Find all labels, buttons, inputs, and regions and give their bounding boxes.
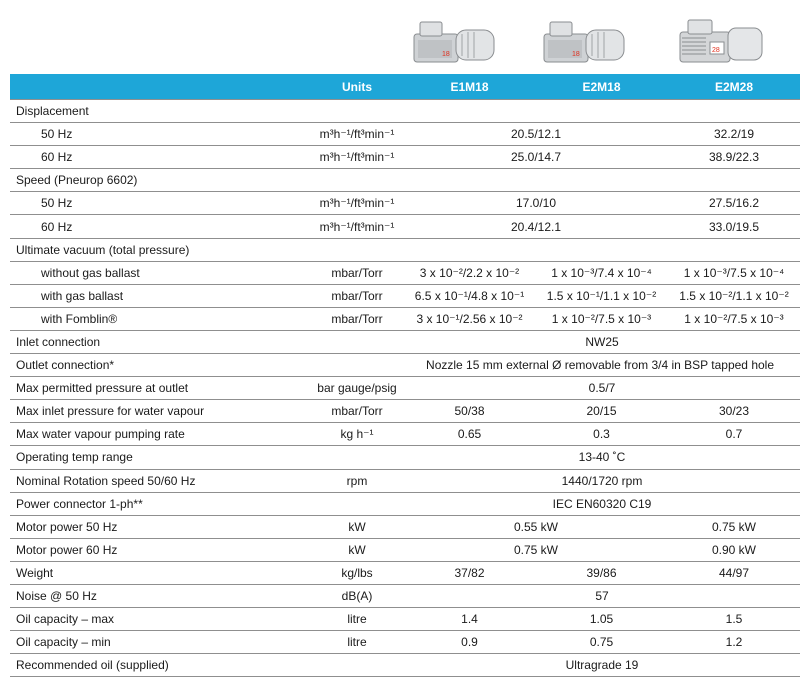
row-units: m³h⁻¹/ft³min⁻¹ bbox=[250, 123, 404, 146]
value-cell: 39/86 bbox=[535, 561, 668, 584]
svg-text:18: 18 bbox=[442, 51, 450, 58]
header-model-e1m18: E1M18 bbox=[404, 74, 535, 100]
value-cell: 13-40 ˚C bbox=[404, 446, 800, 469]
row-label: Inlet connection bbox=[10, 330, 250, 353]
row-label: Speed (Pneurop 6602) bbox=[10, 169, 800, 192]
row-label: Max inlet pressure for water vapour bbox=[10, 400, 250, 423]
header-model-e2m28: E2M28 bbox=[668, 74, 800, 100]
table-row bbox=[10, 446, 800, 469]
header-row bbox=[10, 74, 800, 100]
row-label: Power connector 1-ph** bbox=[10, 492, 250, 515]
row-units bbox=[250, 354, 404, 377]
row-units: m³h⁻¹/ft³min⁻¹ bbox=[250, 215, 404, 238]
table-row bbox=[10, 538, 800, 561]
row-units bbox=[250, 492, 404, 515]
table-row bbox=[10, 400, 800, 423]
table-row bbox=[10, 307, 800, 330]
table-row bbox=[10, 584, 800, 607]
value-cell: 25.0/14.7 bbox=[404, 146, 668, 169]
table-row bbox=[10, 654, 800, 677]
value-cell: 6.5 x 10⁻¹/4.8 x 10⁻¹ bbox=[404, 284, 535, 307]
value-cell: 20.4/12.1 bbox=[404, 215, 668, 238]
row-label: Noise @ 50 Hz bbox=[10, 584, 250, 607]
row-units bbox=[250, 654, 404, 677]
table-row bbox=[10, 515, 800, 538]
value-cell: 0.9 bbox=[404, 631, 535, 654]
pump-e2m18-image bbox=[540, 12, 630, 68]
row-units: rpm bbox=[250, 469, 404, 492]
row-units bbox=[250, 330, 404, 353]
value-cell: 0.3 bbox=[535, 423, 668, 446]
row-units: mbar/Torr bbox=[250, 307, 404, 330]
row-label: Displacement bbox=[10, 100, 800, 123]
table-row bbox=[10, 146, 800, 169]
value-cell: 0.5/7 bbox=[404, 377, 800, 400]
table-row bbox=[10, 354, 800, 377]
row-units: bar gauge/psig bbox=[250, 377, 404, 400]
value-cell: 0.7 bbox=[668, 423, 800, 446]
row-units: m³h⁻¹/ft³min⁻¹ bbox=[250, 146, 404, 169]
spec-table bbox=[10, 74, 800, 677]
value-cell: 1 x 10⁻²/7.5 x 10⁻³ bbox=[668, 307, 800, 330]
table-row bbox=[10, 561, 800, 584]
row-label: Max permitted pressure at outlet bbox=[10, 377, 250, 400]
value-cell: 30/23 bbox=[668, 400, 800, 423]
table-row bbox=[10, 330, 800, 353]
value-cell: 37/82 bbox=[404, 561, 535, 584]
table-row bbox=[10, 284, 800, 307]
pump-e1m18-image bbox=[410, 12, 500, 68]
row-units: m³h⁻¹/ft³min⁻¹ bbox=[250, 192, 404, 215]
row-units: litre bbox=[250, 608, 404, 631]
header-blank bbox=[10, 74, 250, 100]
table-row bbox=[10, 238, 800, 261]
table-row bbox=[10, 492, 800, 515]
table-row bbox=[10, 100, 800, 123]
value-cell: Ultragrade 19 bbox=[404, 654, 800, 677]
product-images bbox=[0, 0, 800, 74]
value-cell: NW25 bbox=[404, 330, 800, 353]
row-label: Weight bbox=[10, 561, 250, 584]
row-label: without gas ballast bbox=[10, 261, 250, 284]
row-units: mbar/Torr bbox=[250, 284, 404, 307]
row-units: mbar/Torr bbox=[250, 261, 404, 284]
table-row bbox=[10, 608, 800, 631]
value-cell: 3 x 10⁻¹/2.56 x 10⁻² bbox=[404, 307, 535, 330]
row-units: dB(A) bbox=[250, 584, 404, 607]
value-cell: 0.55 kW bbox=[404, 515, 668, 538]
value-cell: 0.75 bbox=[535, 631, 668, 654]
svg-text:18: 18 bbox=[572, 51, 580, 58]
value-cell: 1.5 bbox=[668, 608, 800, 631]
row-label: Motor power 60 Hz bbox=[10, 538, 250, 561]
value-cell: 1 x 10⁻³/7.4 x 10⁻⁴ bbox=[535, 261, 668, 284]
value-cell: 38.9/22.3 bbox=[668, 146, 800, 169]
value-cell: 27.5/16.2 bbox=[668, 192, 800, 215]
header-model-e2m18: E2M18 bbox=[535, 74, 668, 100]
row-label: Oil capacity – max bbox=[10, 608, 250, 631]
row-label: Nominal Rotation speed 50/60 Hz bbox=[10, 469, 250, 492]
value-cell: 44/97 bbox=[668, 561, 800, 584]
value-cell: Nozzle 15 mm external Ø removable from 3/4 in BSP tapped hole bbox=[404, 354, 800, 377]
value-cell: 32.2/19 bbox=[668, 123, 800, 146]
value-cell: 20/15 bbox=[535, 400, 668, 423]
value-cell: 1440/1720 rpm bbox=[404, 469, 800, 492]
table-row bbox=[10, 169, 800, 192]
value-cell: 17.0/10 bbox=[404, 192, 668, 215]
row-label: Ultimate vacuum (total pressure) bbox=[10, 238, 800, 261]
table-row bbox=[10, 215, 800, 238]
header-units: Units bbox=[250, 74, 404, 100]
value-cell: 0.90 kW bbox=[668, 538, 800, 561]
value-cell: 57 bbox=[404, 584, 800, 607]
row-units: kW bbox=[250, 515, 404, 538]
value-cell: 20.5/12.1 bbox=[404, 123, 668, 146]
value-cell: 1.4 bbox=[404, 608, 535, 631]
row-units: kg/lbs bbox=[250, 561, 404, 584]
table-row bbox=[10, 377, 800, 400]
row-units: litre bbox=[250, 631, 404, 654]
row-units bbox=[250, 446, 404, 469]
table-row bbox=[10, 423, 800, 446]
value-cell: 1 x 10⁻²/7.5 x 10⁻³ bbox=[535, 307, 668, 330]
row-units: kW bbox=[250, 538, 404, 561]
row-label: Oil capacity – min bbox=[10, 631, 250, 654]
value-cell: IEC EN60320 C19 bbox=[404, 492, 800, 515]
value-cell: 0.75 kW bbox=[404, 538, 668, 561]
table-row bbox=[10, 631, 800, 654]
value-cell: 0.65 bbox=[404, 423, 535, 446]
value-cell: 1.2 bbox=[668, 631, 800, 654]
table-row bbox=[10, 192, 800, 215]
row-label: with gas ballast bbox=[10, 284, 250, 307]
value-cell: 3 x 10⁻²/2.2 x 10⁻² bbox=[404, 261, 535, 284]
value-cell: 1 x 10⁻³/7.5 x 10⁻⁴ bbox=[668, 261, 800, 284]
row-label: Max water vapour pumping rate bbox=[10, 423, 250, 446]
row-units: kg h⁻¹ bbox=[250, 423, 404, 446]
value-cell: 50/38 bbox=[404, 400, 535, 423]
table-row bbox=[10, 261, 800, 284]
row-label: 60 Hz bbox=[10, 146, 250, 169]
row-label: with Fomblin® bbox=[10, 307, 250, 330]
row-label: Motor power 50 Hz bbox=[10, 515, 250, 538]
table-row bbox=[10, 123, 800, 146]
row-label: 60 Hz bbox=[10, 215, 250, 238]
value-cell: 1.5 x 10⁻¹/1.1 x 10⁻² bbox=[535, 284, 668, 307]
value-cell: 1.05 bbox=[535, 608, 668, 631]
table-row bbox=[10, 469, 800, 492]
row-label: 50 Hz bbox=[10, 192, 250, 215]
row-label: Operating temp range bbox=[10, 446, 250, 469]
row-units: mbar/Torr bbox=[250, 400, 404, 423]
value-cell: 0.75 kW bbox=[668, 515, 800, 538]
svg-text:28: 28 bbox=[712, 47, 720, 54]
value-cell: 1.5 x 10⁻²/1.1 x 10⁻² bbox=[668, 284, 800, 307]
pump-e2m28-image bbox=[676, 12, 766, 68]
row-label: Recommended oil (supplied) bbox=[10, 654, 250, 677]
value-cell: 33.0/19.5 bbox=[668, 215, 800, 238]
row-label: 50 Hz bbox=[10, 123, 250, 146]
row-label: Outlet connection* bbox=[10, 354, 250, 377]
